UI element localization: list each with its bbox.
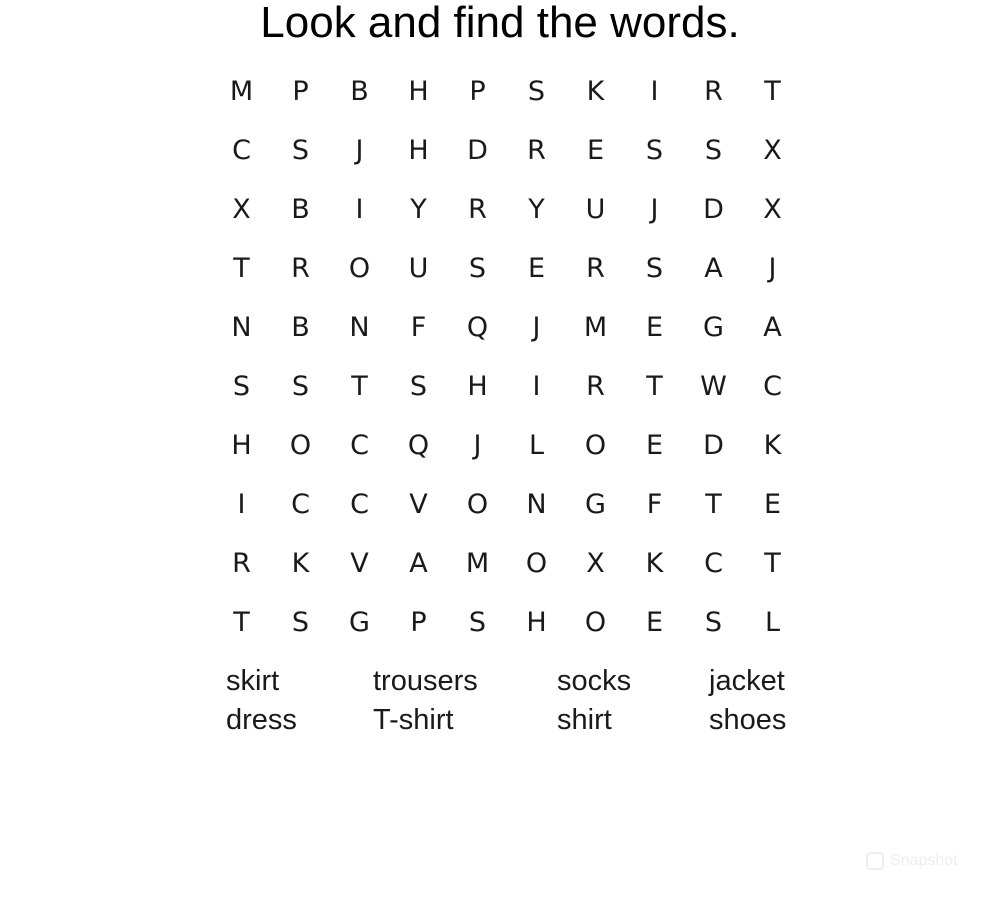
word-list-item: shirt [557, 704, 612, 736]
watermark-text: Snapshot [890, 852, 958, 869]
grid-cell: E [645, 430, 664, 461]
grid-cell: C [704, 548, 723, 579]
grid-cell: W [700, 371, 727, 402]
watermark [866, 852, 958, 870]
grid-cell: N [231, 312, 252, 343]
grid-cell: C [291, 489, 310, 520]
grid-cell: T [705, 489, 722, 520]
grid-cell: C [350, 430, 369, 461]
grid-cell: E [763, 489, 782, 520]
grid-cell: V [409, 489, 428, 520]
grid-cell: L [528, 430, 545, 461]
word-list-item: skirt [226, 665, 280, 697]
grid-cell: Q [466, 312, 489, 343]
grid-cell: V [350, 548, 369, 579]
grid-cell: B [350, 76, 369, 107]
grid-cell: O [466, 489, 489, 520]
grid-cell: D [467, 135, 488, 166]
grid-cell: S [291, 371, 310, 402]
watermark-icon [866, 852, 884, 870]
grid-cell: R [586, 371, 605, 402]
grid-cell: D [703, 430, 724, 461]
grid-cell: S [291, 135, 310, 166]
grid-cell: I [650, 76, 659, 107]
grid-cell: K [291, 548, 310, 579]
grid-cell: S [468, 253, 487, 284]
grid-cell: C [232, 135, 251, 166]
grid-cell: G [703, 312, 724, 343]
word-list-item: shoes [709, 704, 787, 736]
grid-cell: C [350, 489, 369, 520]
grid-cell: M [465, 548, 490, 579]
grid-cell: Y [410, 194, 427, 225]
grid-cell: G [349, 607, 370, 638]
word-list [226, 662, 826, 740]
grid-cell: R [527, 135, 546, 166]
grid-cell: L [764, 607, 781, 638]
grid-cell: B [291, 312, 310, 343]
grid-cell: I [237, 489, 246, 520]
grid-cell: X [763, 194, 782, 225]
grid-cell: A [704, 253, 723, 284]
grid-cell: T [233, 253, 250, 284]
word-list-item: socks [557, 665, 632, 697]
grid-cell: O [584, 430, 607, 461]
grid-cell: Q [407, 430, 430, 461]
grid-cell: E [586, 135, 605, 166]
grid-cell: M [229, 76, 254, 107]
grid-cell: O [348, 253, 371, 284]
grid-cell: S [645, 135, 664, 166]
grid-cell: P [410, 607, 427, 638]
grid-cell: S [232, 371, 251, 402]
grid-cell: K [645, 548, 664, 579]
grid-cell: P [292, 76, 309, 107]
grid-cell: H [408, 135, 429, 166]
grid-cell: T [646, 371, 663, 402]
grid-cell: S [468, 607, 487, 638]
grid-cell: O [289, 430, 312, 461]
grid-cell: Y [528, 194, 545, 225]
grid-cell: I [355, 194, 364, 225]
grid-cell: F [646, 489, 663, 520]
grid-cell: M [583, 312, 608, 343]
grid-cell: C [763, 371, 782, 402]
grid-cell: J [355, 135, 364, 166]
word-list-item: dress [226, 704, 297, 736]
grid-cell: T [351, 371, 368, 402]
grid-cell: R [586, 253, 605, 284]
grid-cell: H [231, 430, 252, 461]
grid-cell: J [473, 430, 482, 461]
grid-cell: S [704, 607, 723, 638]
grid-cell: K [763, 430, 782, 461]
grid-cell: S [645, 253, 664, 284]
grid-cell: S [704, 135, 723, 166]
grid-cell: H [467, 371, 488, 402]
grid-cell: J [650, 194, 659, 225]
grid-cell: H [526, 607, 547, 638]
grid-cell: X [763, 135, 782, 166]
grid-cell: T [233, 607, 250, 638]
grid-cell: A [763, 312, 782, 343]
grid-cell: X [586, 548, 605, 579]
grid-cell: S [527, 76, 546, 107]
grid-cell: R [291, 253, 310, 284]
grid-cell: U [408, 253, 429, 284]
grid-cell: E [645, 312, 664, 343]
grid-cell: U [585, 194, 606, 225]
grid-cell: P [469, 76, 486, 107]
grid-cell: R [468, 194, 487, 225]
grid-cell: S [291, 607, 310, 638]
grid-cell: N [349, 312, 370, 343]
grid-cell: S [409, 371, 428, 402]
grid-cell: E [645, 607, 664, 638]
grid-cell: J [768, 253, 777, 284]
page-title: Look and find the words. [260, 0, 740, 47]
grid-cell: D [703, 194, 724, 225]
grid-cell: O [525, 548, 548, 579]
grid-cell: A [409, 548, 428, 579]
grid-cell: I [532, 371, 541, 402]
grid-cell: K [586, 76, 605, 107]
grid-cell: J [532, 312, 541, 343]
grid-cell: T [764, 76, 781, 107]
grid-cell: E [527, 253, 546, 284]
grid-cell: B [291, 194, 310, 225]
grid-cell: F [410, 312, 427, 343]
grid-cell: G [585, 489, 606, 520]
grid-cell: N [526, 489, 547, 520]
word-list-item: trousers [373, 665, 478, 697]
grid-cell: R [232, 548, 251, 579]
grid-cell: T [764, 548, 781, 579]
letter-grid [212, 62, 802, 652]
word-list-item: jacket [709, 665, 785, 697]
grid-cell: R [704, 76, 723, 107]
grid-cell: X [232, 194, 251, 225]
word-list-item: T-shirt [373, 704, 454, 736]
grid-cell: H [408, 76, 429, 107]
grid-cell: O [584, 607, 607, 638]
